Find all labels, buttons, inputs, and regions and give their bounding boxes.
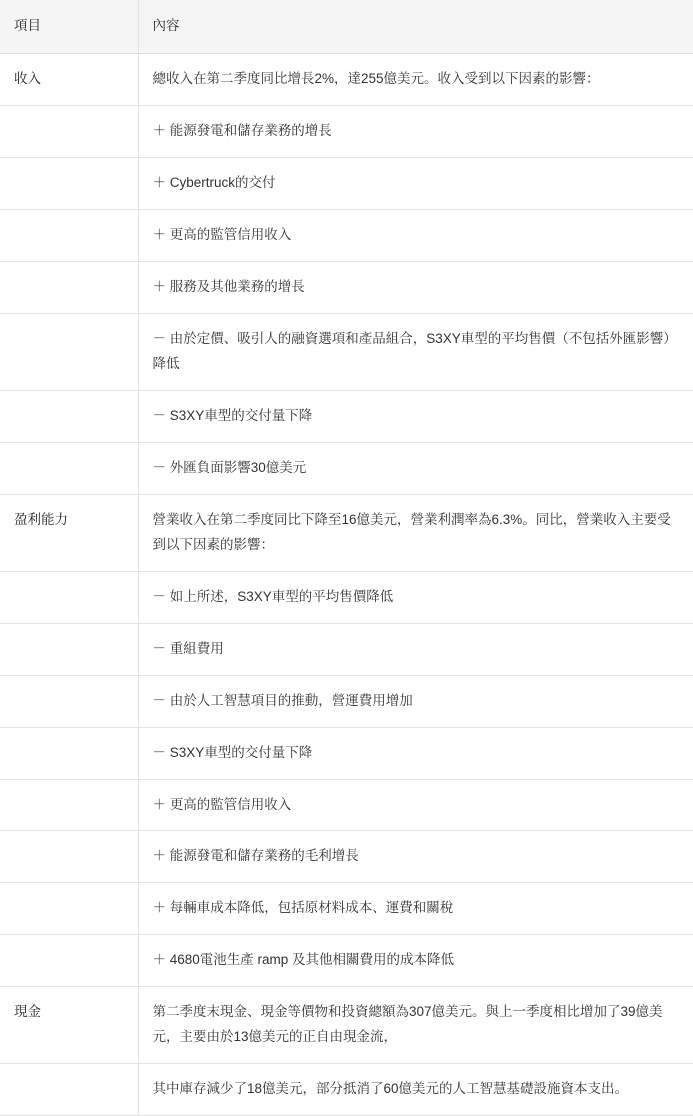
row-label: 收入 xyxy=(0,53,138,105)
table-row xyxy=(0,727,693,779)
table-row xyxy=(0,935,693,987)
table-row xyxy=(0,53,693,105)
table-row xyxy=(0,105,693,157)
row-content: － 如上所述，S3XY車型的平均售價降低 xyxy=(138,571,693,623)
row-label xyxy=(0,727,138,779)
table-row xyxy=(0,157,693,209)
table-row xyxy=(0,494,693,571)
table-row xyxy=(0,987,693,1064)
row-content: － S3XY車型的交付量下降 xyxy=(138,727,693,779)
row-content: ＋ 更高的監管信用收入 xyxy=(138,209,693,261)
row-label xyxy=(0,105,138,157)
row-label xyxy=(0,313,138,390)
table-row xyxy=(0,442,693,494)
row-label xyxy=(0,571,138,623)
row-content: ＋ Cybertruck的交付 xyxy=(138,157,693,209)
row-content: ＋ 每輛車成本降低，包括原材料成本、運費和關稅 xyxy=(138,883,693,935)
row-content: ＋ 更高的監管信用收入 xyxy=(138,779,693,831)
row-content: － 由於人工智慧項目的推動，營運費用增加 xyxy=(138,675,693,727)
row-content: ＋ 4680電池生產 ramp 及其他相關費用的成本降低 xyxy=(138,935,693,987)
column-header-item: 項目 xyxy=(0,0,138,53)
table-row xyxy=(0,209,693,261)
row-content: － S3XY車型的交付量下降 xyxy=(138,390,693,442)
table-row xyxy=(0,571,693,623)
table-row xyxy=(0,390,693,442)
table-row xyxy=(0,261,693,313)
row-content: 營業收入在第二季度同比下降至16億美元，營業利潤率為6.3%。同比，營業收入主要受到以下因素的影響： xyxy=(138,494,693,571)
table-row xyxy=(0,883,693,935)
table-header xyxy=(0,0,693,53)
row-content: ＋ 服務及其他業務的增長 xyxy=(138,261,693,313)
row-content: ＋ 能源發電和儲存業務的毛利增長 xyxy=(138,831,693,883)
table-row xyxy=(0,1064,693,1116)
row-label xyxy=(0,623,138,675)
row-label xyxy=(0,883,138,935)
row-content: 第二季度末現金、現金等價物和投資總額為307億美元。與上一季度相比增加了39億美元，主要由於13億美元的正自由現金流， xyxy=(138,987,693,1064)
row-label: 盈利能力 xyxy=(0,494,138,571)
row-content: 其中庫存減少了18億美元，部分抵消了60億美元的人工智慧基礎設施資本支出。 xyxy=(138,1064,693,1116)
table-row xyxy=(0,313,693,390)
table-row xyxy=(0,831,693,883)
row-label xyxy=(0,675,138,727)
row-content: 總收入在第二季度同比增長2%，達255億美元。收入受到以下因素的影響： xyxy=(138,53,693,105)
row-label xyxy=(0,935,138,987)
row-label xyxy=(0,390,138,442)
row-label: 現金 xyxy=(0,987,138,1064)
row-label xyxy=(0,779,138,831)
row-label xyxy=(0,442,138,494)
row-label xyxy=(0,831,138,883)
table-row xyxy=(0,675,693,727)
table-row xyxy=(0,623,693,675)
row-content: － 由於定價、吸引人的融資選項和產品組合，S3XY車型的平均售價（不包括外匯影響）降低 xyxy=(138,313,693,390)
table-body xyxy=(0,53,693,1115)
column-header-content: 內容 xyxy=(138,0,693,53)
row-label xyxy=(0,209,138,261)
row-label xyxy=(0,1064,138,1116)
table-row xyxy=(0,779,693,831)
row-label xyxy=(0,261,138,313)
row-label xyxy=(0,157,138,209)
row-content: － 重組費用 xyxy=(138,623,693,675)
row-content: ＋ 能源發電和儲存業務的增長 xyxy=(138,105,693,157)
row-content: － 外匯負面影響30億美元 xyxy=(138,442,693,494)
table-header-row xyxy=(0,0,693,53)
